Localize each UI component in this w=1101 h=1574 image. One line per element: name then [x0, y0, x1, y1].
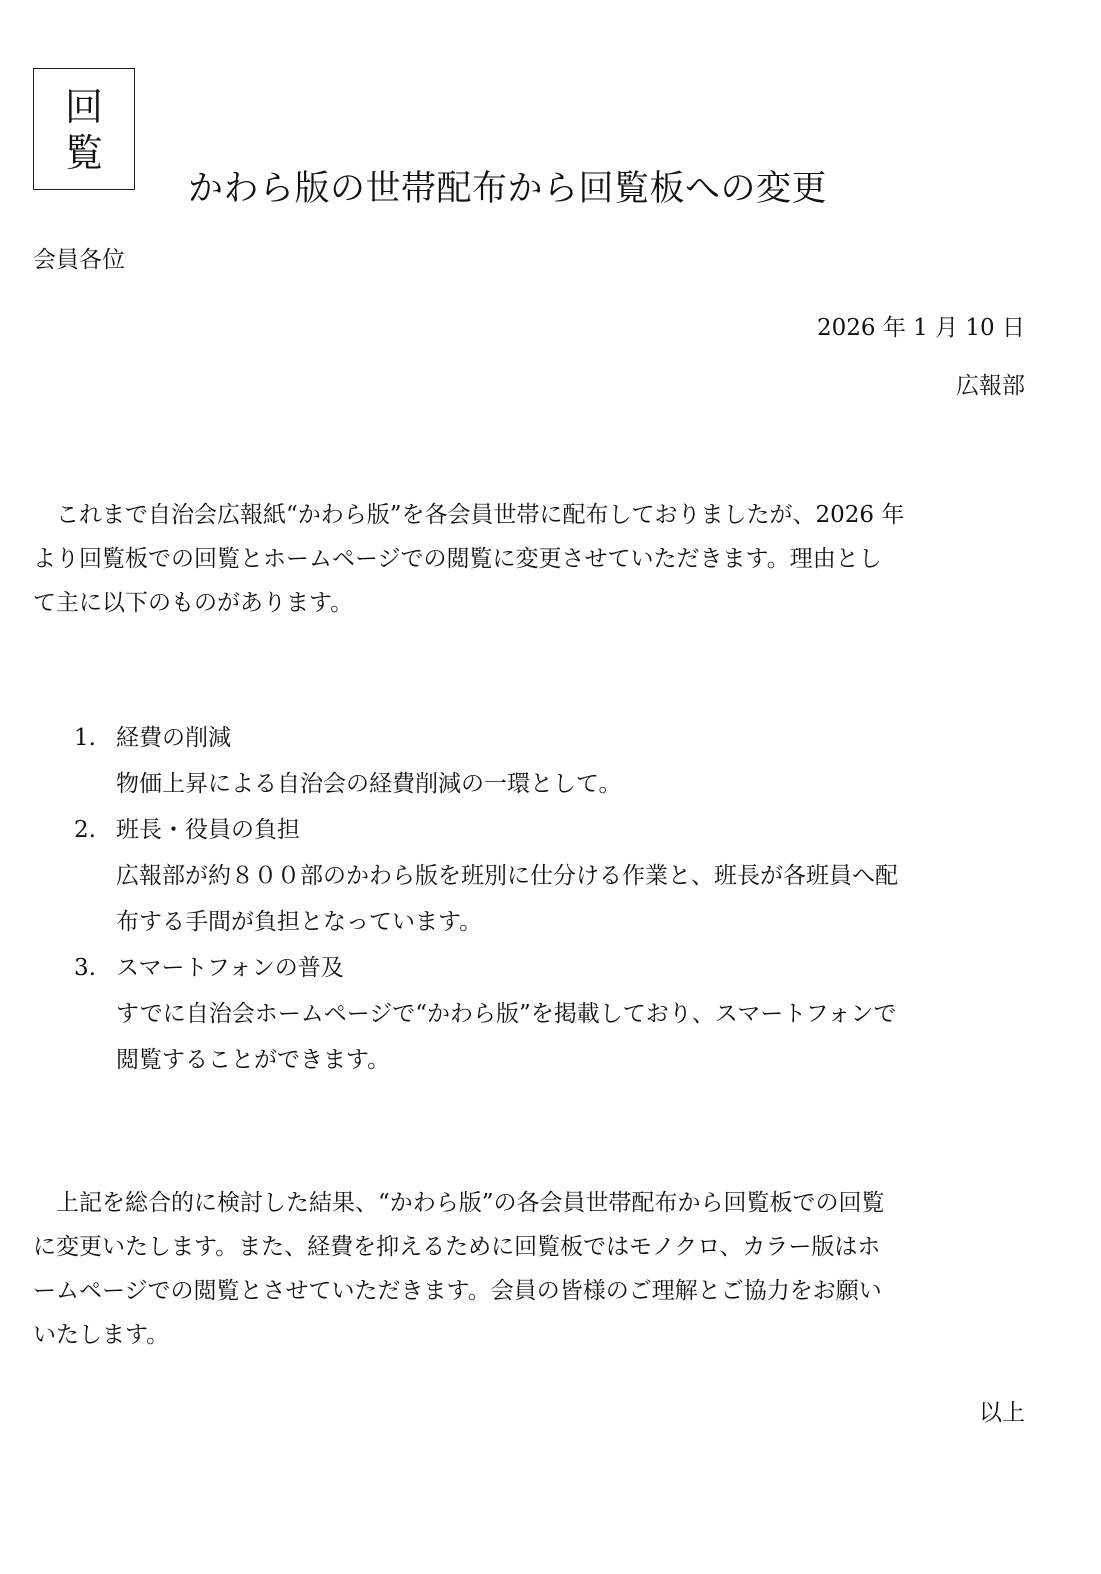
issue-date: 2026 年 1 月 10 日	[817, 315, 1025, 341]
reason-item-3	[74, 945, 1029, 1083]
circulation-stamp	[33, 68, 135, 190]
reason-detail-line: 物価上昇による自治会の経費削減の一環として。	[116, 771, 622, 797]
reason-number: 3.	[74, 955, 96, 981]
intro-paragraph	[33, 493, 1028, 625]
reason-title: スマートフォンの普及	[116, 955, 344, 981]
intro-line-3: て主に以下のものがあります。	[33, 590, 354, 616]
reason-title: 班長・役員の負担	[116, 817, 300, 843]
conclusion-line-2: に変更いたします。また、経費を抑えるために回覧板ではモノクロ、カラー版はホ	[33, 1234, 881, 1260]
reason-title: 経費の削減	[116, 725, 231, 751]
stamp-char-1: 回	[64, 85, 103, 129]
addressee: 会員各位	[33, 247, 125, 273]
intro-line-1: これまで自治会広報紙“かわら版”を各会員世帯に配布しておりましたが、2026 年	[56, 502, 905, 528]
reasons-list	[74, 715, 1029, 1083]
closing-mark: 以上	[979, 1400, 1025, 1426]
reason-item-1	[74, 715, 1029, 807]
stamp-char-2: 覧	[64, 131, 103, 175]
reason-detail-line: 閲覧することができます。	[116, 1047, 391, 1073]
issuing-department: 広報部	[956, 373, 1025, 399]
reason-number: 1.	[74, 725, 96, 751]
conclusion-line-1: 上記を総合的に検討した結果、“かわら版”の各会員世帯配布から回覧板での回覧	[56, 1190, 885, 1216]
reason-number: 2.	[74, 817, 96, 843]
reason-item-2	[74, 807, 1029, 945]
conclusion-paragraph	[33, 1181, 1028, 1357]
reason-detail-line: 広報部が約８００部のかわら版を班別に仕分ける作業と、班長が各班員へ配	[116, 863, 898, 889]
document-title: かわら版の世帯配布から回覧板への変更	[188, 169, 828, 209]
reason-detail-line: 布する手間が負担となっています。	[116, 909, 483, 935]
conclusion-line-3: ームページでの閲覧とさせていただきます。会員の皆様のご理解とご協力をお願い	[33, 1278, 882, 1304]
conclusion-line-4: いたします。	[33, 1322, 170, 1348]
reason-detail-line: すでに自治会ホームページで“かわら版”を掲載しており、スマートフォンで	[116, 1001, 897, 1027]
intro-line-2: より回覧板での回覧とホームページでの閲覧に変更させていただきます。理由とし	[33, 546, 882, 572]
